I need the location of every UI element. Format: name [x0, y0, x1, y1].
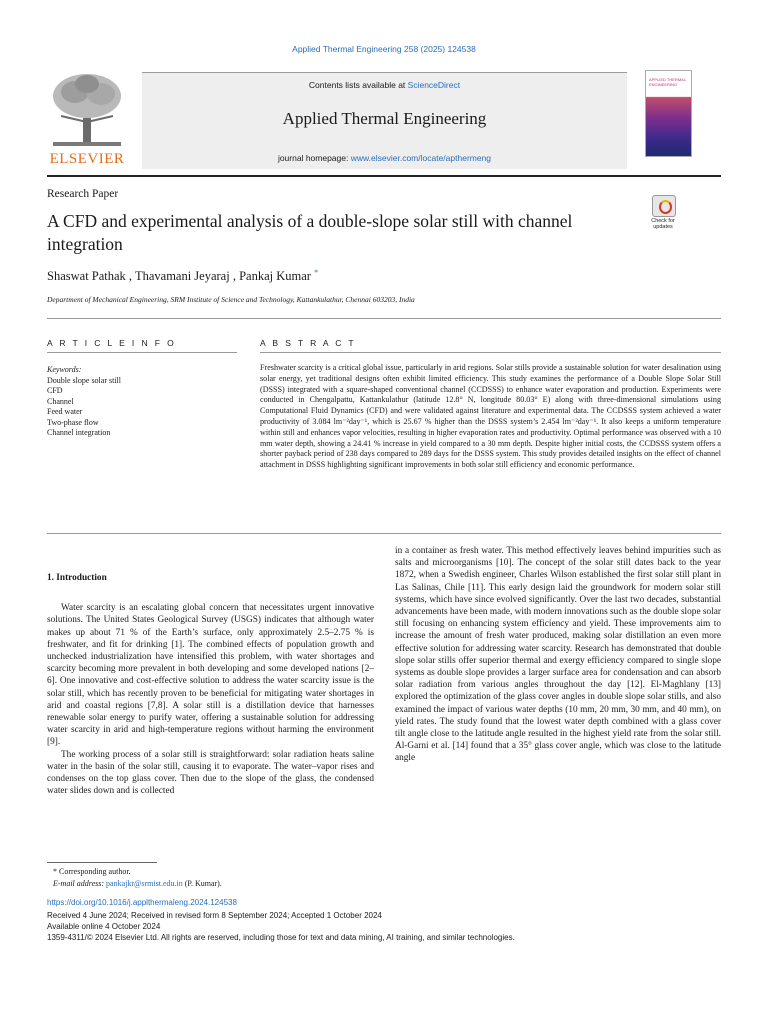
keyword-item: CFD — [47, 386, 63, 395]
article-title: A CFD and experimental analysis of a double-slope solar still with channel integration — [47, 211, 573, 254]
elsevier-logo[interactable] — [47, 70, 127, 168]
footnote-divider — [47, 862, 157, 863]
keywords-label: Keywords: — [47, 365, 82, 374]
keywords-list — [47, 365, 237, 439]
journal-header-box — [142, 72, 627, 169]
check-for-updates-button[interactable] — [645, 195, 681, 231]
journal-title: Applied Thermal Engineering — [282, 109, 487, 128]
cover-title: APPLIED THERMAL ENGINEERING — [649, 77, 686, 87]
article-info-heading: A R T I C L E I N F O — [47, 338, 237, 353]
article-type: Research Paper — [47, 188, 119, 200]
header-divider — [47, 175, 721, 177]
body-paragraph: The working process of a solar still is straightforward: solar radiation heats saline water in the basin of the solar still, causing it to evaporate. The water–vapor rises and condenses on the top glass cover. Then due to the slope of the glass, the condensed water slides down and is collected — [47, 749, 374, 797]
tree-icon — [47, 70, 127, 148]
contents-line: Contents lists available at ScienceDirect — [308, 80, 461, 90]
sciencedirect-link[interactable]: ScienceDirect — [407, 80, 461, 90]
author-email-link[interactable]: pankajkr@srmist.edu.in — [106, 879, 183, 888]
doi-link[interactable]: https://doi.org/10.1016/j.applthermaleng.2024.124538 — [47, 898, 237, 907]
email-line: E-mail address: pankajkr@srmist.edu.in (P. Kumar). — [53, 879, 222, 888]
homepage-line: journal homepage: www.elsevier.com/locate/apthermeng — [277, 153, 492, 163]
keyword-item: Channel — [47, 396, 74, 406]
copyright-line: 1359-4311/© 2024 Elsevier Ltd. All rights are reserved, including those for text and data mining, AI training, and similar technologies. — [47, 933, 515, 942]
check-updates-icon — [652, 195, 676, 217]
corresponding-author-mark[interactable]: * — [314, 268, 319, 277]
keyword-item: Double slope solar still — [47, 375, 121, 385]
journal-cover-thumbnail[interactable] — [645, 70, 692, 157]
abstract-heading: A B S T R A C T — [260, 338, 721, 353]
journal-citation[interactable]: Applied Thermal Engineering 258 (2025) 124538 — [292, 44, 476, 54]
check-updates-label: Check for updates — [651, 218, 675, 230]
keyword-item: Two-phase flow — [47, 417, 99, 427]
body-paragraph: in a container as fresh water. This method effectively leaves behind impurities such as salts and microorganisms [10]. The concept of the solar still dates back to the year 1872, when a Swedish engineer, Charles Wilson established the first solar still plant in Las Salinas, Chile [11]. This early design laid the groundwork for modern solar still systems, which have since evolved significantly. Over the last two decades, substantial advancements have been made, with modern innovations such as the double slope solar still focusing on enhancing system efficiency and yield. These improvements aim to increase the amount of fresh water produced, making solar distillation an even more effective solution for addressing water scarcity. Research has demonstrated that double slope solar stills offer superior thermal and exergy efficiency compared to single slope systems as double slope provides a larger surface area for condensation and can absorb solar radiation from various angles throughout the day [12]. El-Maghlany [13] explored the optimization of the glass cover angles in double slope solar stills, and also examined the impact of various water depths (10 mm, 20 mm, 30 mm, and 40 mm), on yield rates. The study found that the lowest water depth combined with a glass cover tilt angle close to the latitude angle resulted in the highest yield rate from the solar still. Al-Garni et al. [14] found that a 35° glass cover angle, which was close to the latitude angle — [395, 546, 721, 764]
keyword-item: Feed water — [47, 407, 83, 416]
history-line: Received 4 June 2024; Received in revised form 8 September 2024; Accepted 1 October 2024 — [47, 911, 382, 920]
author-list — [47, 268, 318, 284]
corresponding-author-note: * Corresponding author. — [53, 867, 131, 876]
journal-homepage-link[interactable]: www.elsevier.com/locate/apthermeng — [350, 153, 492, 163]
journal-masthead — [47, 70, 627, 168]
abstract-text: Freshwater scarcity is a critical global issue, particularly in arid regions. Solar stills provide a sustainable solution for water desalination using solar energy, yet traditional designs often exhibit limited efficiency. This study examines the performance of a Double Slope Solar Still (DSSS) integrated with a square-shaped conventional channel (CCDSSS) to enhance water evaporation and production. Experiments were conducted in Chengalpattu, Kattankulathur (latitude 12.8° N, longitude 80.03° E) along with three-dimensional simulations using Computational Fluid Dynamics (CFD) and were validated against literature and experimental data. The CCDSSS system achieved a water productivity of 3.084 lm⁻²day⁻¹, which is 25.67 % higher than the DSSS system’s 2.454 lm⁻²day⁻¹. It also keeps a uniform temperature within still and enhances vapor velocities, resulting in higher evaporation rates and productivity. Optimal performance was observed with a 10 mm water depth, showing a 24.41 % increase in yield compared to a 30 mm depth. Despite higher initial costs, the CCDSSS system offers a shorter payback period of 238 days compared to 289 days for the DSSS system. This study provides detailed insights on the effect of channel attachment in DSSS highlighting significant improvements in both solar still efficiency and economic performance. — [260, 363, 721, 470]
keyword-item: Channel integration — [47, 428, 111, 437]
authors-text[interactable]: Shaswat Pathak , Thavamani Jeyaraj , Pankaj Kumar — [47, 269, 311, 284]
footnote — [53, 866, 222, 890]
history-line: Available online 4 October 2024 — [47, 922, 161, 931]
publisher-name: ELSEVIER — [49, 151, 125, 167]
abstract-divider — [47, 533, 721, 534]
body-column-right — [395, 545, 721, 765]
section-divider — [47, 318, 721, 319]
affiliation: Department of Mechanical Engineering, SRM Institute of Science and Technology, Kattankulathur, Chennai 603203, India — [47, 295, 415, 304]
body-column-left — [47, 545, 374, 797]
section-heading-introduction: 1. Introduction — [47, 573, 107, 583]
article-history — [47, 910, 721, 943]
body-paragraph: Water scarcity is an escalating global concern that necessitates urgent innovative solutions. The United States Geological Survey (USGS) indicates that although water makes up about 71 % of the Earth’s surface, only approximately 2.5–2.75 % is freshwater, and fit for drinking [1]. The combined effects of population growth and unchecked industrialization have intensified this problem, with water shortages and scarcity becoming more prevalent in both developing and some developed nations [2–6]. One innovative and cost-effective solution to address the water scarcity issue is the solar still, which has recently proven to be beneficial for mitigating water shortages in arid and coastal regions [7,8]. A solar still is a distillation device that harnesses renewable solar energy to purify water, offering a sustainable solution for addressing water scarcity in arid and high-temperature regions without harming the environment [9]. — [47, 603, 374, 748]
